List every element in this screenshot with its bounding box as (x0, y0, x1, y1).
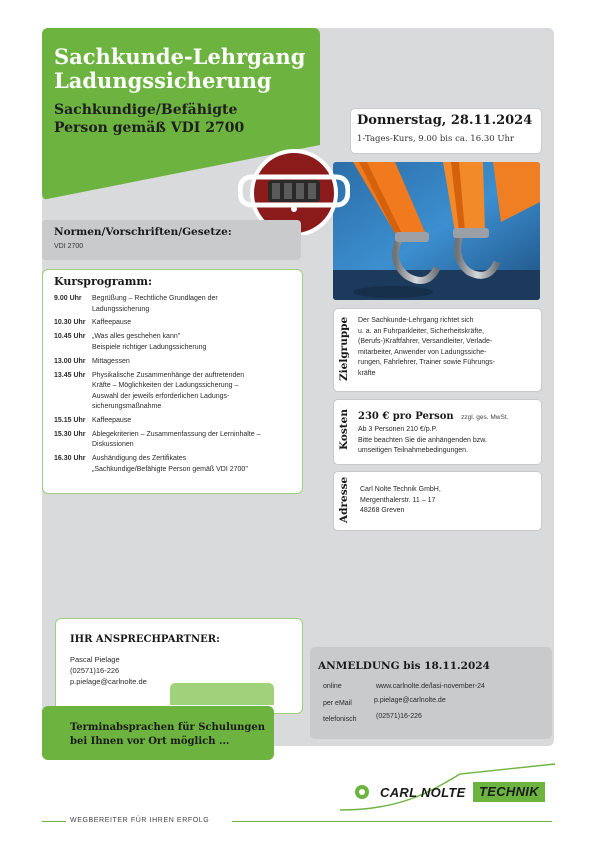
anmeldung-title: ANMELDUNG bis 18.11.2024 (318, 660, 490, 672)
kosten-price: 230 € pro Person (358, 411, 454, 422)
ansprechpartner-text: Pascal Pielage (02571)16-226 p.pielage@carlnolte.de (70, 655, 147, 686)
item-text: Begrüßung – Rechtliche Grundlagen der Ladungssicherung (92, 295, 218, 313)
item-text: Mittagessen (92, 357, 130, 365)
page-title (54, 45, 314, 93)
kursprogramm-list (54, 294, 294, 479)
normen-title: Normen/Vorschriften/Gesetze: (54, 226, 232, 238)
list-item (54, 318, 294, 329)
kosten-price-line (358, 406, 508, 424)
list-item (54, 294, 294, 315)
slogan-divider-left (42, 821, 66, 822)
title-line-2: Ladungssicherung (54, 68, 272, 93)
termin-text: Terminabsprachen für Schulungen bei Ihnen vor Ort möglich ... (70, 722, 266, 747)
anmeldung-label-email: per eMail (323, 700, 352, 707)
footer-slogan: WEGBEREITER FÜR IHREN ERFOLG (70, 817, 210, 824)
list-item (54, 371, 294, 413)
title-line-1: Sachkunde-Lehrgang (54, 44, 306, 69)
item-time: 13.45 Uhr (54, 371, 86, 379)
item-time: 10.30 Uhr (54, 319, 86, 327)
item-text: Kaffeepause (92, 319, 132, 327)
item-time: 10.45 Uhr (54, 333, 86, 341)
termin-tab (170, 683, 274, 705)
anmeldung-phone: (02571)16-226 (376, 713, 422, 720)
list-item (54, 357, 294, 368)
anmeldung-label-online: online (323, 683, 342, 690)
item-text: Physikalische Zusammenhänge der auftretenden Kräfte – Möglichkeiten der Ladungssicherung – Auswahl der jeweils erforderlichen Ladungs- sicherungsmaßnahme (92, 371, 245, 411)
adresse-text: Carl Nolte Technik GmbH, Mergenthalerstr. 11 – 17 48268 Greven (360, 486, 441, 514)
logo-text-2: TECHNIK (473, 782, 545, 802)
anmeldung-online-link[interactable]: www.carlnolte.de/lasi-november-24 (376, 683, 485, 690)
zielgruppe-label: Zielgruppe (338, 316, 350, 382)
list-item (54, 454, 294, 475)
adresse-label: Adresse (338, 476, 350, 524)
carl-nolte-logo (370, 780, 550, 806)
course-duration: 1-Tages-Kurs, 9.00 bis ca. 16.30 Uhr (357, 134, 515, 144)
slogan-divider-right (232, 821, 552, 822)
item-time: 15.15 Uhr (54, 416, 86, 424)
item-text: Aushändigung des Zertifikates „Sachkundige/Befähigte Person gemäß VDI 2700" (92, 455, 248, 473)
list-item (54, 416, 294, 427)
anmeldung-email-link[interactable]: p.pielage@carlnolte.de (374, 697, 446, 704)
zielgruppe-text: Der Sachkunde-Lehrgang richtet sich u. a. an Fuhrparkleiter, Sicherheitskräfte, (Berufs-)Kraftfahrer, Versandleiter, Verlade- mitarbeiter, Anwender von Ladungssiche- rungen, Fahrlehrer, Trainer sowie Führungs- kräfte (358, 317, 495, 377)
normen-text: VDI 2700 (54, 243, 84, 250)
item-text: Kaffeepause (92, 416, 132, 424)
item-time: 15.30 Uhr (54, 430, 86, 438)
item-text: „Was alles geschehen kann" Beispiele richtiger Ladungssicherung (92, 333, 207, 351)
list-item (54, 332, 294, 353)
kosten-label: Kosten (338, 409, 350, 451)
logo-text-1: CARL NOLTE (380, 785, 466, 800)
item-time: 13.00 Uhr (54, 357, 86, 365)
anmeldung-label-phone: telefonisch (323, 716, 357, 723)
item-time: 9.00 Uhr (54, 295, 82, 302)
item-time: 16.30 Uhr (54, 455, 86, 463)
course-date: Donnerstag, 28.11.2024 (357, 113, 533, 128)
page-subtitle (54, 101, 314, 137)
kosten-text: Ab 3 Personen 210 €/p.P. Bitte beachten Sie die anhängenden bzw. umseitigen Teilnahmebedingungen. (358, 426, 487, 454)
subtitle-line-1: Sachkundige/Befähigte (54, 102, 238, 118)
kosten-price-note: zzgl. ges. MwSt. (461, 414, 509, 421)
item-text: Ablegekriterien – Zusammenfassung der Lerninhalte – Diskussionen (92, 430, 261, 449)
ansprechpartner-title: IHR ANSPRECHPARTNER: (70, 634, 220, 645)
subtitle-line-2: Person gemäß VDI 2700 (54, 120, 245, 136)
list-item (54, 430, 294, 451)
lashing-straps-photo (333, 162, 540, 300)
kursprogramm-title: Kursprogramm: (54, 275, 153, 288)
